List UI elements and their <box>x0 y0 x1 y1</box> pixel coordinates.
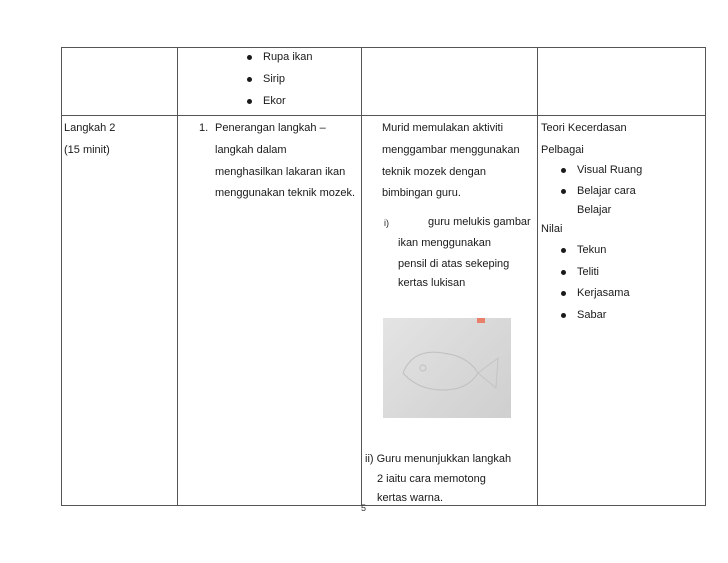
nilai-item: Sabar <box>577 309 607 321</box>
notes-heading-line: Teori Kecerdasan <box>541 122 627 134</box>
activity-item2-line: 2 iaitu cara memotong <box>377 473 486 485</box>
content-line: menggunakan teknik mozek. <box>215 187 356 199</box>
bullet-item: Rupa ikan <box>263 51 313 63</box>
kecerdasan-item: Visual Ruang <box>577 164 643 176</box>
activity-intro-line: Murid memulakan aktiviti <box>382 122 504 134</box>
activity-intro-line: teknik mozek dengan <box>382 166 486 178</box>
nilai-item: Teliti <box>577 266 600 278</box>
activity-item1-line: pensil di atas sekeping <box>398 258 510 270</box>
activity-item2-line: kertas warna. <box>377 492 444 504</box>
nilai-item: Kerjasama <box>577 287 630 299</box>
content-number: 1. <box>199 122 209 134</box>
activity-item2-line: ii) Guru menunjukkan langkah <box>365 453 512 465</box>
activity-intro-line: menggambar menggunakan <box>382 144 520 156</box>
step-name: Langkah 2 <box>64 122 116 134</box>
activity-item1-marker: i) <box>384 218 389 228</box>
nilai-item: Tekun <box>577 244 607 256</box>
table-top-border <box>61 47 706 48</box>
column-divider-3 <box>537 47 538 506</box>
content-line: Penerangan langkah – <box>215 122 326 134</box>
column-divider-2 <box>361 47 362 506</box>
kecerdasan-item-continued: Belajar <box>577 204 612 216</box>
bullet-item: Ekor <box>263 95 286 107</box>
nilai-label: Nilai <box>541 223 563 235</box>
content-line: menghasilkan lakaran ikan <box>215 166 346 178</box>
step-duration: (15 minit) <box>64 144 110 156</box>
table-right-border <box>705 47 706 506</box>
notes-heading-line: Pelbagai <box>541 144 584 156</box>
activity-intro-line: bimbingan guru. <box>382 187 461 199</box>
activity-item1-line: ikan menggunakan <box>398 237 491 249</box>
fish-sketch-outline <box>383 318 511 418</box>
page-number: 5 <box>361 503 367 513</box>
content-line: langkah dalam <box>215 144 287 156</box>
bullet-item: Sirip <box>263 73 286 85</box>
activity-item1-line: guru melukis gambar <box>428 216 531 228</box>
kecerdasan-item: Belajar cara <box>577 185 636 197</box>
sketch-photo <box>383 318 511 418</box>
table-bottom-border <box>61 505 706 506</box>
row-divider <box>61 115 706 116</box>
activity-item1-line: kertas lukisan <box>398 277 466 289</box>
column-divider-1 <box>177 47 178 506</box>
table-left-border <box>61 47 62 506</box>
